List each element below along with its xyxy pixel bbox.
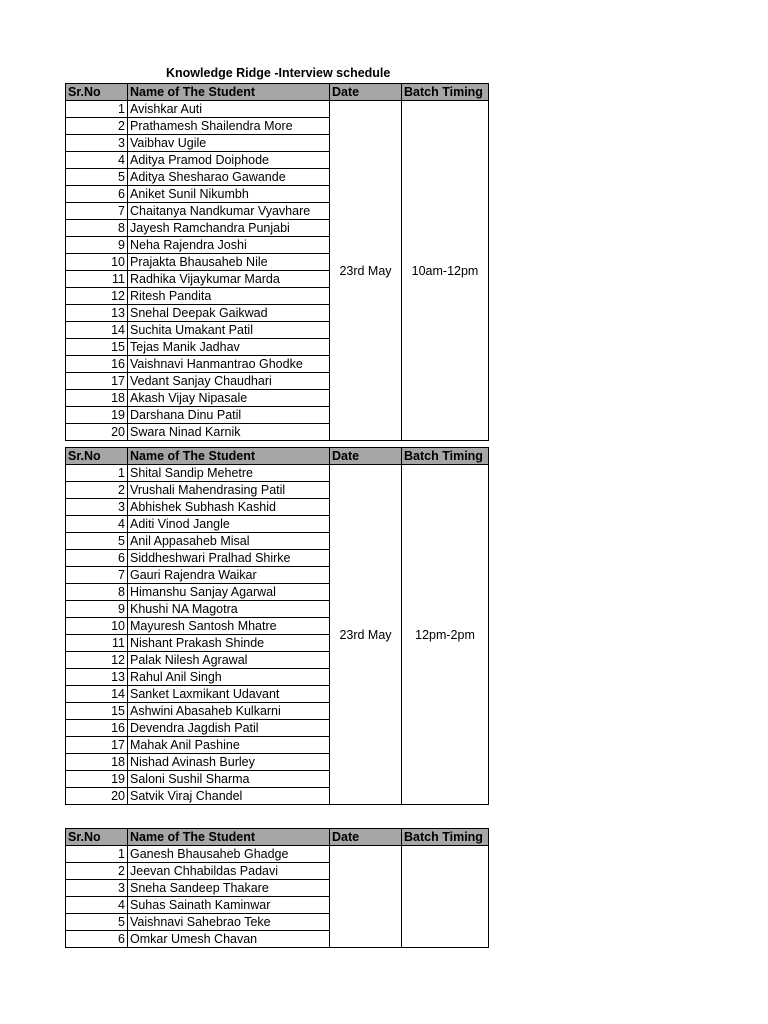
batch-date-cell: 23rd May xyxy=(330,101,402,441)
student-name-cell: Chaitanya Nandkumar Vyavhare xyxy=(128,203,330,220)
batch-date-cell: 23rd May xyxy=(330,465,402,805)
student-name-cell: Aditya Pramod Doiphode xyxy=(128,152,330,169)
student-name-cell: Satvik Viraj Chandel xyxy=(128,788,330,805)
schedule-table-batch-1 xyxy=(65,83,489,441)
student-name-cell: Gauri Rajendra Waikar xyxy=(128,567,330,584)
header-date: Date xyxy=(330,829,402,846)
sr-no-cell: 20 xyxy=(66,788,128,805)
student-name-cell: Jeevan Chhabildas Padavi xyxy=(128,863,330,880)
student-name-cell: Aniket Sunil Nikumbh xyxy=(128,186,330,203)
sr-no-cell: 11 xyxy=(66,635,128,652)
header-row xyxy=(66,448,489,465)
sr-no-cell: 20 xyxy=(66,424,128,441)
header-student-name: Name of The Student xyxy=(128,829,330,846)
student-name-cell: Shital Sandip Mehetre xyxy=(128,465,330,482)
sr-no-cell: 18 xyxy=(66,390,128,407)
sr-no-cell: 3 xyxy=(66,135,128,152)
student-name-cell: Abhishek Subhash Kashid xyxy=(128,499,330,516)
sr-no-cell: 7 xyxy=(66,203,128,220)
schedule-table-batch-2 xyxy=(65,447,489,805)
student-name-cell: Vrushali Mahendrasing Patil xyxy=(128,482,330,499)
sr-no-cell: 2 xyxy=(66,482,128,499)
student-name-cell: Himanshu Sanjay Agarwal xyxy=(128,584,330,601)
header-student-name: Name of The Student xyxy=(128,84,330,101)
sr-no-cell: 8 xyxy=(66,220,128,237)
student-name-cell: Ganesh Bhausaheb Ghadge xyxy=(128,846,330,863)
table-row xyxy=(66,465,489,482)
sr-no-cell: 6 xyxy=(66,931,128,948)
sr-no-cell: 1 xyxy=(66,101,128,118)
sr-no-cell: 6 xyxy=(66,186,128,203)
header-date: Date xyxy=(330,448,402,465)
sr-no-cell: 4 xyxy=(66,897,128,914)
student-name-cell: Mayuresh Santosh Mhatre xyxy=(128,618,330,635)
sr-no-cell: 3 xyxy=(66,880,128,897)
student-name-cell: Radhika Vijaykumar Marda xyxy=(128,271,330,288)
sr-no-cell: 4 xyxy=(66,516,128,533)
sr-no-cell: 15 xyxy=(66,703,128,720)
sr-no-cell: 6 xyxy=(66,550,128,567)
sr-no-cell: 10 xyxy=(66,254,128,271)
header-sr-no: Sr.No xyxy=(66,84,128,101)
batch-timing-cell: 12pm-2pm xyxy=(402,465,489,805)
student-name-cell: Ritesh Pandita xyxy=(128,288,330,305)
header-batch-timing: Batch Timing xyxy=(402,84,489,101)
student-name-cell: Swara Ninad Karnik xyxy=(128,424,330,441)
sr-no-cell: 19 xyxy=(66,771,128,788)
sr-no-cell: 19 xyxy=(66,407,128,424)
schedule-table-batch-3 xyxy=(65,828,489,948)
header-batch-timing: Batch Timing xyxy=(402,829,489,846)
header-row xyxy=(66,829,489,846)
student-name-cell: Omkar Umesh Chavan xyxy=(128,931,330,948)
student-name-cell: Saloni Sushil Sharma xyxy=(128,771,330,788)
student-name-cell: Jayesh Ramchandra Punjabi xyxy=(128,220,330,237)
student-name-cell: Darshana Dinu Patil xyxy=(128,407,330,424)
sr-no-cell: 5 xyxy=(66,914,128,931)
sr-no-cell: 2 xyxy=(66,863,128,880)
student-name-cell: Suchita Umakant Patil xyxy=(128,322,330,339)
student-name-cell: Prajakta Bhausaheb Nile xyxy=(128,254,330,271)
sr-no-cell: 9 xyxy=(66,237,128,254)
student-name-cell: Vaibhav Ugile xyxy=(128,135,330,152)
student-name-cell: Aditya Shesharao Gawande xyxy=(128,169,330,186)
header-batch-timing: Batch Timing xyxy=(402,448,489,465)
sr-no-cell: 10 xyxy=(66,618,128,635)
sr-no-cell: 9 xyxy=(66,601,128,618)
student-name-cell: Avishkar Auti xyxy=(128,101,330,118)
student-name-cell: Devendra Jagdish Patil xyxy=(128,720,330,737)
student-name-cell: Vedant Sanjay Chaudhari xyxy=(128,373,330,390)
header-sr-no: Sr.No xyxy=(66,448,128,465)
sr-no-cell: 18 xyxy=(66,754,128,771)
student-name-cell: Khushi NA Magotra xyxy=(128,601,330,618)
batch-date-cell xyxy=(330,846,402,948)
student-name-cell: Nishant Prakash Shinde xyxy=(128,635,330,652)
sr-no-cell: 12 xyxy=(66,652,128,669)
sr-no-cell: 3 xyxy=(66,499,128,516)
sr-no-cell: 16 xyxy=(66,720,128,737)
sr-no-cell: 17 xyxy=(66,373,128,390)
student-name-cell: Sanket Laxmikant Udavant xyxy=(128,686,330,703)
table-row xyxy=(66,846,489,863)
student-name-cell: Siddheshwari Pralhad Shirke xyxy=(128,550,330,567)
batch-timing-cell xyxy=(402,846,489,948)
student-name-cell: Mahak Anil Pashine xyxy=(128,737,330,754)
sr-no-cell: 14 xyxy=(66,686,128,703)
sr-no-cell: 12 xyxy=(66,288,128,305)
sr-no-cell: 4 xyxy=(66,152,128,169)
sr-no-cell: 13 xyxy=(66,669,128,686)
sr-no-cell: 13 xyxy=(66,305,128,322)
student-name-cell: Rahul Anil Singh xyxy=(128,669,330,686)
header-sr-no: Sr.No xyxy=(66,829,128,846)
student-name-cell: Aditi Vinod Jangle xyxy=(128,516,330,533)
header-student-name: Name of The Student xyxy=(128,448,330,465)
student-name-cell: Sneha Sandeep Thakare xyxy=(128,880,330,897)
student-name-cell: Tejas Manik Jadhav xyxy=(128,339,330,356)
student-name-cell: Akash Vijay Nipasale xyxy=(128,390,330,407)
student-name-cell: Anil Appasaheb Misal xyxy=(128,533,330,550)
sr-no-cell: 8 xyxy=(66,584,128,601)
sr-no-cell: 2 xyxy=(66,118,128,135)
student-name-cell: Snehal Deepak Gaikwad xyxy=(128,305,330,322)
header-date: Date xyxy=(330,84,402,101)
student-name-cell: Ashwini Abasaheb Kulkarni xyxy=(128,703,330,720)
sr-no-cell: 11 xyxy=(66,271,128,288)
student-name-cell: Vaishnavi Sahebrao Teke xyxy=(128,914,330,931)
student-name-cell: Palak Nilesh Agrawal xyxy=(128,652,330,669)
sr-no-cell: 5 xyxy=(66,169,128,186)
sr-no-cell: 14 xyxy=(66,322,128,339)
sr-no-cell: 7 xyxy=(66,567,128,584)
sr-no-cell: 16 xyxy=(66,356,128,373)
page-title: Knowledge Ridge -Interview schedule xyxy=(166,66,391,80)
batch-timing-cell: 10am-12pm xyxy=(402,101,489,441)
student-name-cell: Vaishnavi Hanmantrao Ghodke xyxy=(128,356,330,373)
table-row xyxy=(66,101,489,118)
sr-no-cell: 15 xyxy=(66,339,128,356)
student-name-cell: Nishad Avinash Burley xyxy=(128,754,330,771)
student-name-cell: Suhas Sainath Kaminwar xyxy=(128,897,330,914)
student-name-cell: Neha Rajendra Joshi xyxy=(128,237,330,254)
sr-no-cell: 1 xyxy=(66,846,128,863)
sr-no-cell: 5 xyxy=(66,533,128,550)
sr-no-cell: 17 xyxy=(66,737,128,754)
header-row xyxy=(66,84,489,101)
student-name-cell: Prathamesh Shailendra More xyxy=(128,118,330,135)
sr-no-cell: 1 xyxy=(66,465,128,482)
